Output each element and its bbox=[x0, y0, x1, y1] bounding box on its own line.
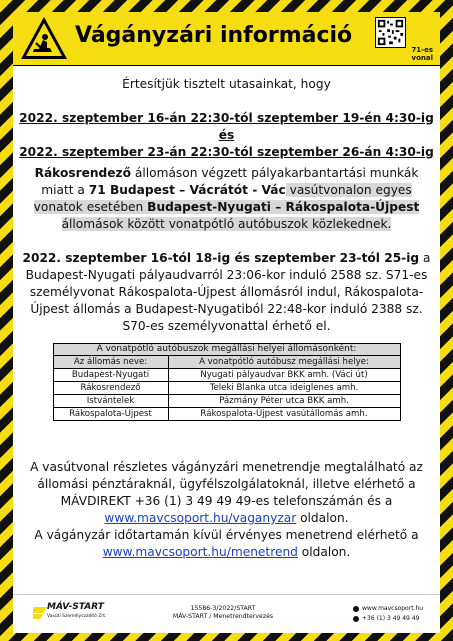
phone-icon bbox=[353, 616, 359, 622]
table-title: A vonatpótló autóbuszok megállási helyei állomásonként: bbox=[53, 343, 401, 355]
notice-title: Vágányzári információ bbox=[75, 23, 353, 48]
menetrend-link[interactable]: www.mavcsoport.hu/menetrend bbox=[102, 545, 298, 559]
logo-text: MÁV-START bbox=[47, 602, 104, 612]
footer-web-link[interactable]: www.mavcsoport.hu bbox=[362, 605, 424, 612]
track-work-warning-icon bbox=[19, 15, 69, 61]
stop-cell: Rákospalota-Újpest vasútállomás amh. bbox=[168, 408, 400, 421]
stop-cell: Nyugati pályaudvar BKK amh. (Váci út) bbox=[168, 369, 400, 382]
stop-cell: Teleki Blanka utca ideiglenes amh. bbox=[168, 382, 400, 395]
globe-icon bbox=[353, 606, 359, 612]
column-header-stop: A vonatpótló autóbusz megállási helye: bbox=[168, 356, 400, 369]
table-row bbox=[53, 408, 400, 421]
bus-stops-table bbox=[53, 343, 401, 421]
greeting-text: Értesítjük tisztelt utasainkat, hogy bbox=[122, 77, 331, 91]
table-header-row bbox=[53, 356, 400, 369]
station-cell: Rákospalota-Újpest bbox=[53, 408, 168, 421]
stop-cell: Pázmány Péter utca BKK amh. bbox=[168, 395, 400, 408]
train-change-description: 2022. szeptember 16-tól 18-ig és szeptember 23-tól 25-ig a Budapest-Nyugati pályaudvarról 23:06-kor induló 2588 sz. S71-es személyvonat Rákospalota-Újpest állomásról indul, Rákospalota-Újpest állomás a Budapest-Nyugatiból 22:48-kor induló 2388 sz. S70-es személyvonattal érhető el. bbox=[22, 251, 431, 333]
document-reference: 15586-3/2022/START MÁV-START / Menetrendtervezés bbox=[172, 605, 274, 620]
footer-contact bbox=[353, 604, 423, 624]
column-header-station: Az állomás neve: bbox=[53, 356, 168, 369]
timetable-info: A vasútvonal részletes vágányzári menetrendje megtalálható az állomási pénztáraknál, ügyfélszolgálatoknál, illetve elérhető a MÁVDIREKT +36 (1) 3 49 49 49-es telefonszámán és a www.mavcsoport.hu/vaganyzar oldalon. bbox=[30, 460, 423, 525]
closure-description: Rákosrendező állomáson végzett pályakarbantartási munkák miatt a 71 Budapest – Vácrátót - Vác vasútvonalon egyes vonatok esetében Budapest-Nyugati – Rákospalota-Újpest állomások között vonatpótló autóbuszok közlekednek. bbox=[33, 166, 420, 231]
footer-phone[interactable]: +36 (1) 3 49 49 49 bbox=[362, 615, 420, 622]
vaganyzar-link[interactable]: www.mavcsoport.hu/vaganyzar bbox=[104, 511, 297, 525]
table-row bbox=[53, 395, 400, 408]
station-cell: Budapest-Nyugati bbox=[53, 369, 168, 382]
station-cell: Rákosrendező bbox=[53, 382, 168, 395]
qr-line-label: 71-es vonal bbox=[411, 46, 433, 62]
logo-subtext: Vasúti Személyszállító Zrt. bbox=[47, 614, 107, 619]
closure-period-1: 2022. szeptember 16-án 22:30-tól szeptember 19-én 4:30-ig és bbox=[19, 111, 434, 142]
notice-content bbox=[18, 76, 435, 561]
station-cell: Istvántelek bbox=[53, 395, 168, 408]
qr-code-icon[interactable] bbox=[375, 17, 406, 48]
notice-header bbox=[13, 12, 440, 66]
table-row bbox=[53, 369, 400, 382]
table-row bbox=[53, 382, 400, 395]
closure-period-2: 2022. szeptember 23-án 22:30-tól szeptember 26-án 4:30-ig bbox=[19, 145, 434, 159]
regular-timetable-info: A vágányzár időtartamán kívül érvényes menetrend elérhető a www.mavcsoport.hu/menetrend oldalon. bbox=[34, 528, 419, 559]
notice-footer bbox=[13, 594, 440, 633]
